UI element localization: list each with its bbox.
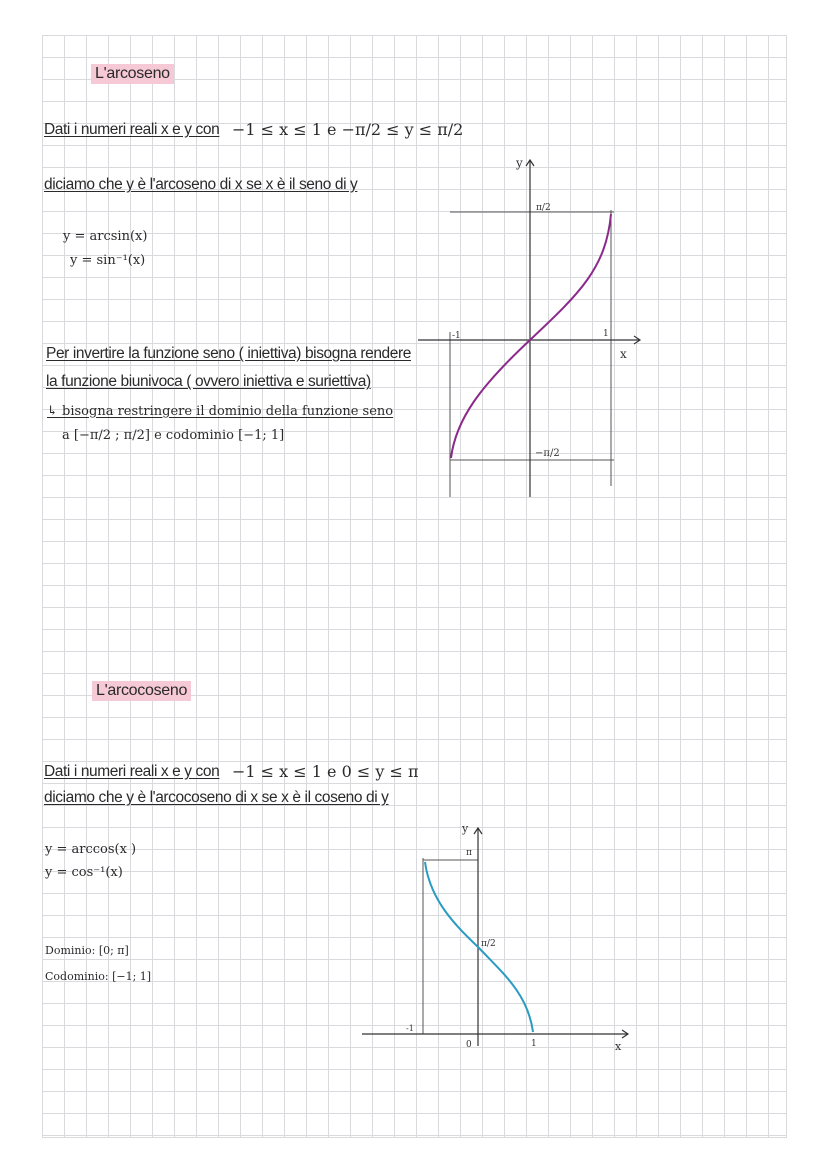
arcsin-formula-1: y = arcsin(x) — [63, 229, 148, 244]
arcsin-right-tick-label: 1 — [603, 329, 609, 339]
arcsin-x-axis-label: x — [620, 347, 627, 361]
arccos-label-top: π — [466, 848, 472, 858]
arccos-intro: Dati i numeri reali x e y con — [44, 763, 220, 780]
arccos-codomain: Codominio: [−1; 1] — [45, 970, 152, 983]
arcsin-restrict-line-1: ↳ bisogna restringere il dominio della funzione seno — [47, 404, 394, 419]
arcsin-invert-line-1: Per invertire la funzione seno ( iniettiva) bisogna rendere — [46, 345, 411, 362]
arccos-formula-1: y = arccos(x ) — [45, 842, 137, 857]
arcsin-left-tick-label: -1 — [452, 331, 461, 341]
arccos-origin-label: 0 — [466, 1040, 472, 1050]
arccos-x-axis-label: x — [615, 1040, 622, 1053]
arcsin-invert-line-2: la funzione biunivoca ( ovvero iniettiva e suriettiva) — [46, 373, 371, 390]
arccos-domain: Dominio: [0; π] — [45, 944, 129, 957]
arccos-label-mid: π/2 — [481, 939, 496, 949]
arccos-curve — [425, 862, 533, 1032]
arccos-formula-2: y = cos⁻¹(x) — [45, 865, 123, 880]
arcsin-formula-2: y = sin⁻¹(x) — [70, 253, 146, 268]
arccos-y-axis-label: y — [462, 822, 469, 835]
arcsin-section-title: L'arcoseno — [91, 64, 174, 84]
arcsin-label-top: π/2 — [536, 203, 551, 213]
arcsin-label-bottom: −π/2 — [535, 448, 560, 459]
arccos-condition: −1 ≤ x ≤ 1 e 0 ≤ y ≤ π — [232, 762, 419, 781]
arcsin-intro: Dati i numeri reali x e y con — [44, 121, 220, 138]
arccos-section-title: L'arcocoseno — [92, 681, 191, 701]
arcsin-condition: −1 ≤ x ≤ 1 e −π/2 ≤ y ≤ π/2 — [232, 120, 464, 139]
arccos-right-tick-label: 1 — [531, 1039, 537, 1049]
arccos-definition: diciamo che y è l'arcocoseno di x se x è il coseno di y — [44, 789, 389, 806]
arcsin-y-axis-label: y — [516, 156, 523, 170]
arcsin-restrict-line-2: a [−π/2 ; π/2] e codominio [−1; 1] — [62, 428, 285, 443]
arcsin-definition: diciamo che y è l'arcoseno di x se x è il seno di y — [44, 176, 358, 193]
arccos-left-tick-label: -1 — [406, 1024, 414, 1033]
